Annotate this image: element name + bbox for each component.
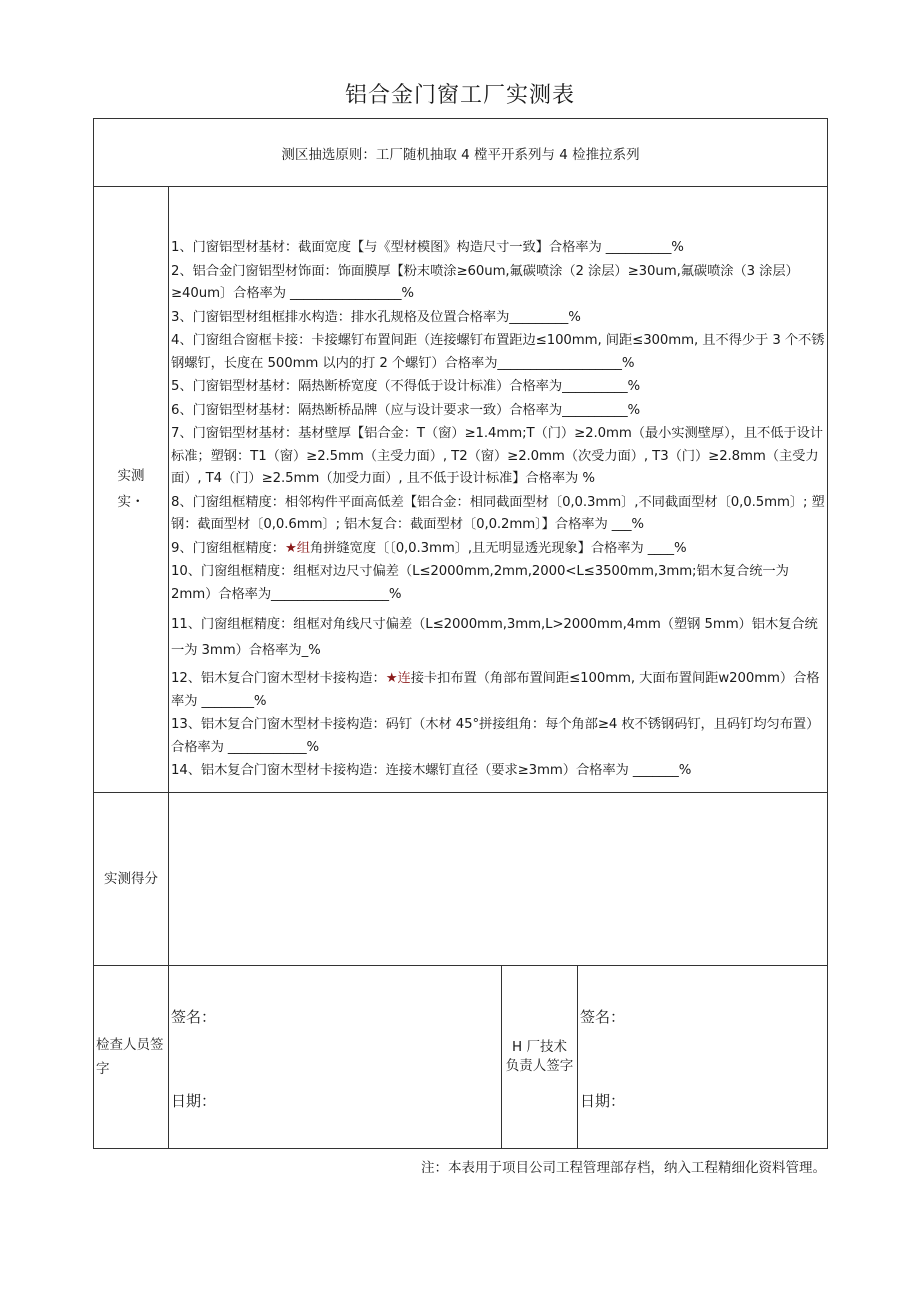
measure-item: 13、铝木复合门窗木型材卡接构造：码钉（木材 45°拼接组角：每个角部≥4 枚不锈钢码钉，且码钉均匀布置）合格率为 ____________%: [171, 717, 820, 755]
measure-item: 11、门窗组框精度：组框对角线尺寸偏差（L≤2000mm,3mm,L>2000mm,4mm（塑钢 5mm）铝木复合统一为 3mm）合格率为_%: [171, 617, 818, 658]
score-label: 实测得分: [104, 870, 158, 887]
measure-item: 1、门窗铝型材基材：截面宽度【与《型材模图》构造尺寸一致】合格率为 __________%: [171, 240, 684, 255]
measure-label-cell: [94, 187, 169, 793]
measure-item: 14、铝木复合门窗木型材卡接构造：连接木螺钉直径（要求≥3mm）合格率为 _______%: [171, 763, 692, 778]
sampling-principle-text: 测区抽选原则：工厂随机抽取 4 樘平开系列与 4 检推拉系列: [281, 146, 640, 163]
factory-label-cell: [502, 965, 578, 1148]
factory-sign-label: 签名：: [580, 1007, 626, 1026]
form-title: 铝合金门窗工厂实测表: [344, 83, 575, 108]
measure-item: [171, 538, 827, 561]
inspector-signature-cell[interactable]: [169, 965, 502, 1148]
measure-items: [169, 187, 828, 793]
measure-item: 7、门窗铝型材基材：基材壁厚【铝合金：T（窗）≥1.4mm;T（门）≥2.0mm（最小实测壁厚），且不低于设计标准；塑钢：T1（窗）≥2.5mm（主受力面）, T2（窗）≥2.0mm（次受力面）, T3（门）≥2.8mm（主受力面）, T4（门）≥2.5mm（加受力面）, 且不低于设计标准】合格率为 %: [171, 426, 823, 486]
item-text: 接卡扣布置（角部布置间距≤100mm, 大面布置间距w200mm）合格率为 ________%: [171, 671, 820, 709]
factory-label: H 厂技术负责人签字: [505, 1038, 574, 1074]
factory-date-label: 日期：: [580, 1091, 626, 1110]
item-prefix: 9、门窗组框精度：: [171, 540, 285, 556]
sampling-principle: [94, 119, 828, 187]
measure-item: 10、门窗组框精度：组框对边尺寸偏差（L≤2000mm,2mm,2000<L≤3500mm,3mm;铝木复合统一为 2mm）合格率为__________________%: [171, 564, 789, 602]
measure-item: 5、门窗铝型材基材：隔热断桥宽度（不得低于设计标准）合格率为__________%: [171, 379, 641, 394]
star-mark: ★连: [385, 671, 411, 686]
score-label-cell: [94, 792, 169, 965]
measure-item: 3、门窗铝型材组框排水构造：排水孔规格及位置合格率为_________%: [171, 309, 581, 325]
inspector-date-label: 日期：: [171, 1091, 217, 1110]
score-input-cell[interactable]: [169, 792, 828, 965]
measure-item: 2、铝合金门窗铝型材饰面：饰面膜厚【粉末喷涂≥60um,氟碳喷涂（2 涂层）≥30um,氟碳喷涂（3 涂层）≥40um〕合格率为 _________________%: [171, 263, 799, 301]
measure-item: 6、门窗铝型材基材：隔热断桥品牌（应与设计要求一致）合格率为__________%: [171, 402, 641, 418]
item-text: 角拼缝宽度〔〔0,0.3mm〕,且无明显透光现象】合格率为 ____%: [309, 540, 687, 556]
inspection-table: [93, 118, 828, 1149]
measure-label: 实测实・: [117, 468, 145, 511]
inspector-label-cell: [94, 965, 169, 1148]
measure-item: [171, 668, 827, 713]
footnote: 注：本表用于项目公司工程管理部存档，纳入工程精细化资料管理。: [421, 1160, 826, 1176]
factory-signature-cell[interactable]: [578, 965, 828, 1148]
item-prefix: 12、铝木复合门窗木型材卡接构造：: [171, 671, 386, 686]
measure-item: 8、门窗组框精度：相邻构件平面高低差【铝合金：相同截面型材〔0,0.3mm〕,不同截面型材〔0,0.5mm〕; 塑钢：截面型材〔0,0.6mm〕; 铝木复合：截面型材〔0,0.2mm〕】合格率为 ___%: [171, 494, 825, 532]
star-mark: ★组: [284, 540, 310, 556]
measure-item: 4、门窗组合窗框卡接：卡接螺钉布置间距（连接螺钉布置距边≤100mm, 间距≤300mm, 且不得少于 3 个不锈钢螺钉，长度在 500mm 以内的打 2 个螺钉）合格率为___________________%: [171, 333, 825, 371]
inspector-label: 检查人员签字: [96, 1036, 164, 1077]
inspector-sign-label: 签名：: [171, 1007, 217, 1026]
